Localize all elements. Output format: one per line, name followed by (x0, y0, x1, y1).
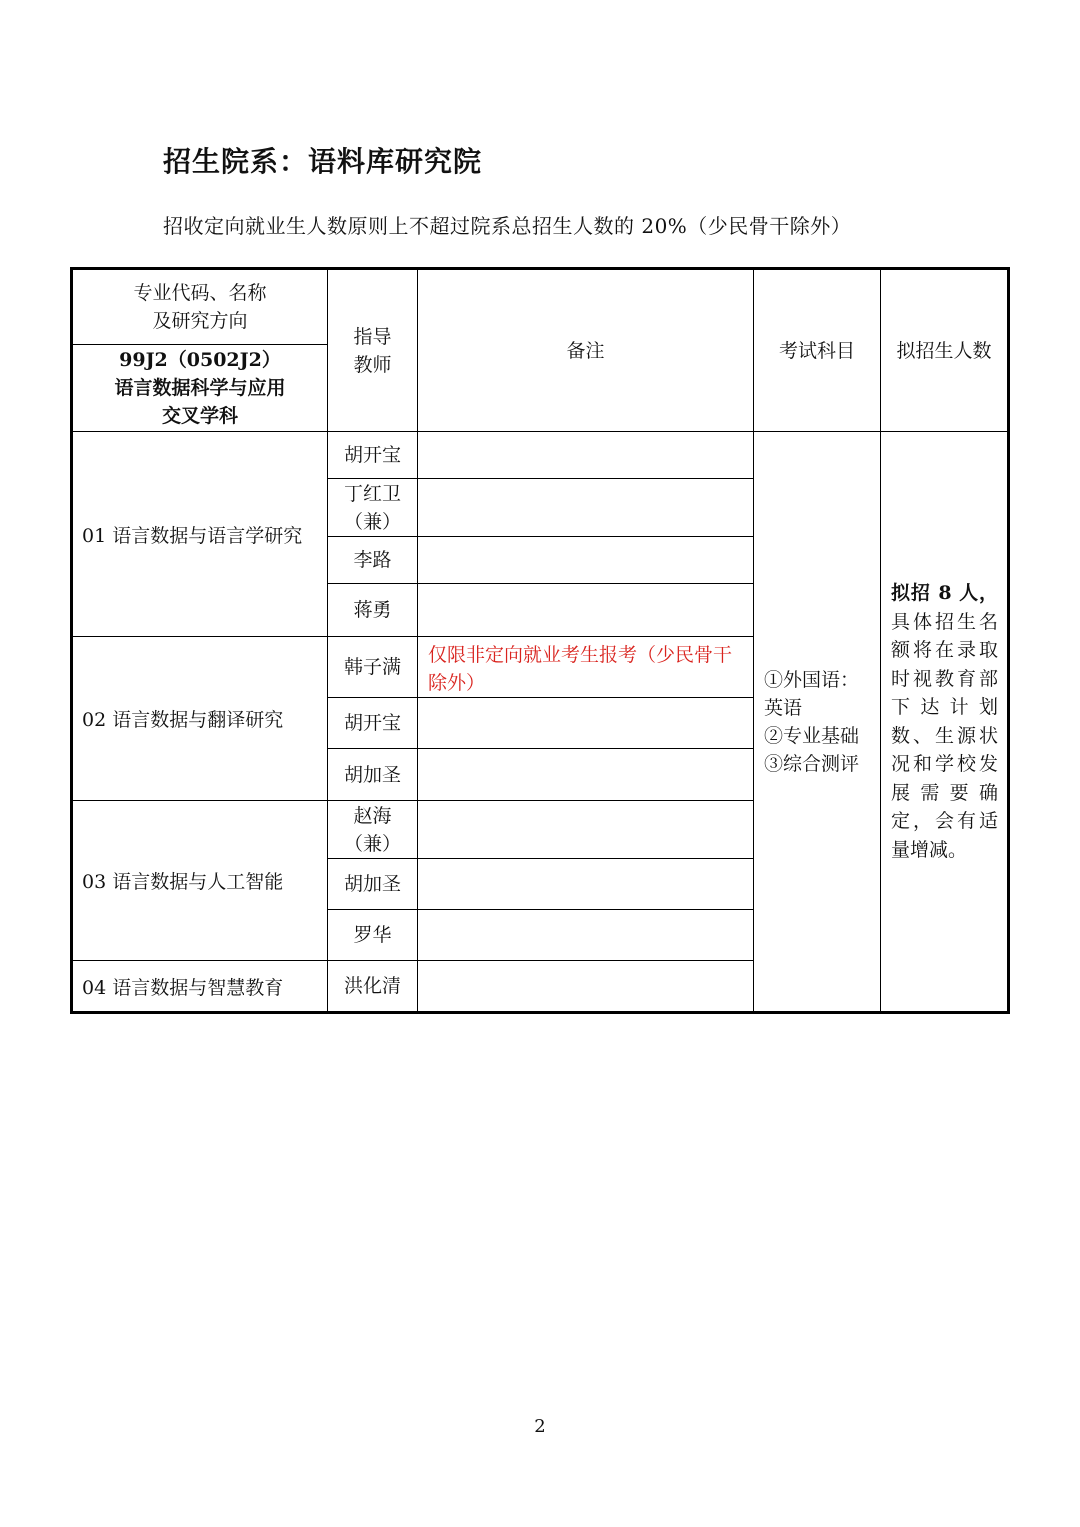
direction-01: 01 语言数据与语言学研究 (72, 432, 328, 637)
teacher-cell: 胡开宝 (328, 698, 418, 749)
direction-03: 03 语言数据与人工智能 (72, 801, 328, 961)
teacher-cell: 胡加圣 (328, 859, 418, 910)
direction-02: 02 语言数据与翻译研究 (72, 637, 328, 801)
remark-cell (418, 584, 754, 637)
remark-cell (418, 537, 754, 584)
header-remark: 备注 (418, 269, 754, 432)
teacher-cell: 罗华 (328, 910, 418, 961)
remark-cell (418, 749, 754, 801)
header-teacher: 指导 教师 (328, 269, 418, 432)
header-major-code: 99J2（0502J2） 语言数据科学与应用 交叉学科 (72, 345, 328, 432)
remark-cell (418, 698, 754, 749)
teacher-cell: 赵海 （兼） (328, 801, 418, 859)
page-number: 2 (534, 1416, 546, 1437)
enrollment-note: 招收定向就业生人数原则上不超过院系总招生人数的 20%（少民骨干除外） (163, 214, 852, 238)
remark-cell (418, 910, 754, 961)
quota-description: 拟招 8 人，具体招生名额将在录取时视教育部下达计划数、生源状况和学校发展需要确定，会有适量增减。 (881, 432, 1009, 1013)
enrollment-table (70, 267, 1010, 1014)
teacher-cell: 蒋勇 (328, 584, 418, 637)
remark-restriction: 仅限非定向就业考生报考（少民骨干除外） (418, 637, 754, 698)
remark-cell (418, 859, 754, 910)
exam-subjects: ①外国语： 英语 ②专业基础 ③综合测评 (754, 432, 881, 1013)
teacher-cell: 丁红卫 （兼） (328, 479, 418, 537)
remark-cell (418, 479, 754, 537)
remark-cell (418, 801, 754, 859)
remark-cell (418, 961, 754, 1013)
teacher-cell: 胡加圣 (328, 749, 418, 801)
header-major-direction: 专业代码、名称 及研究方向 (72, 269, 328, 345)
header-exam: 考试科目 (754, 269, 881, 432)
remark-cell (418, 432, 754, 479)
header-quota: 拟招生人数 (881, 269, 1009, 432)
direction-04: 04 语言数据与智慧教育 (72, 961, 328, 1013)
teacher-cell: 胡开宝 (328, 432, 418, 479)
teacher-cell: 洪化清 (328, 961, 418, 1013)
page-title: 招生院系：语料库研究院 (163, 145, 483, 178)
teacher-cell: 李路 (328, 537, 418, 584)
teacher-cell: 韩子满 (328, 637, 418, 698)
